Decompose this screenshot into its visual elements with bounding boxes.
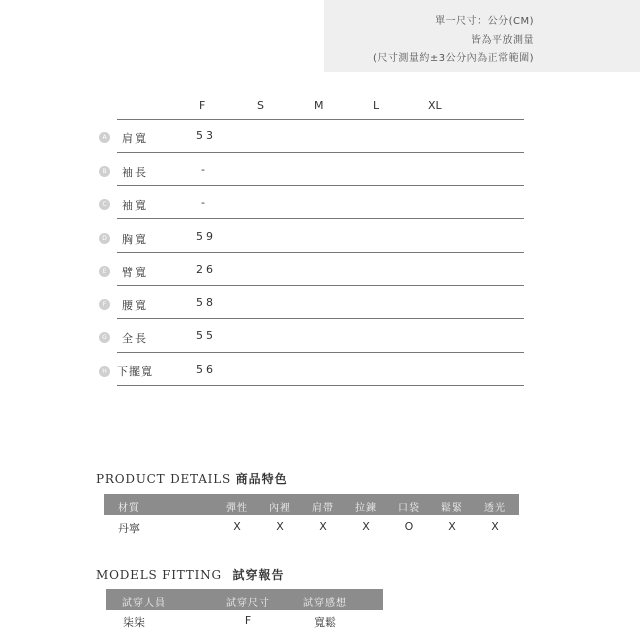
detail-value-straps: X: [319, 520, 327, 533]
row-badge: D: [99, 233, 110, 244]
detail-header-zipper: 拉鍊: [355, 503, 377, 514]
models-fitting-values-row: [106, 614, 383, 630]
detail-value-waistband: X: [448, 520, 456, 533]
detail-value-sheer: X: [491, 520, 499, 533]
row-badge: E: [99, 266, 110, 277]
fitting-header-size: 試穿尺寸: [226, 598, 270, 609]
models-fitting-header-bar: [106, 589, 383, 610]
row-value-f: 53: [196, 129, 216, 142]
detail-header-pockets: 口袋: [398, 503, 420, 514]
fitting-value-model: 柒柒: [123, 616, 145, 629]
product-details-title-zh: 商品特色: [235, 472, 288, 486]
detail-value-pockets: O: [404, 520, 414, 533]
row-label: 肩寬: [122, 132, 148, 145]
size-header-l: L: [373, 99, 380, 112]
measurement-note: [324, 0, 640, 72]
row-value-f: -: [201, 196, 208, 209]
table-divider: [117, 352, 524, 353]
row-badge: B: [99, 166, 110, 177]
row-label: 下擺寬: [117, 365, 153, 378]
row-label: 腰寬: [122, 299, 148, 312]
size-header-f: F: [199, 99, 206, 112]
size-header-s: S: [257, 99, 264, 112]
models-fitting-title: [96, 566, 284, 583]
detail-header-waistband: 鬆緊: [441, 503, 463, 514]
fitting-header-model: 試穿人員: [122, 598, 166, 609]
row-badge: F: [99, 299, 110, 310]
fitting-value-feedback: 寬鬆: [314, 616, 336, 629]
row-value-f: 56: [196, 363, 216, 376]
size-header-m: M: [314, 99, 324, 112]
detail-value-material: 丹寧: [118, 522, 140, 535]
row-badge: A: [99, 132, 110, 143]
product-details-values-row: [104, 520, 519, 536]
row-label: 胸寬: [122, 233, 148, 246]
row-value-f: 55: [196, 329, 216, 342]
detail-header-material: 材質: [118, 503, 140, 514]
table-divider: [117, 119, 524, 120]
note-unit: 單一尺寸：公分(CM): [435, 16, 534, 27]
product-details-title: [96, 470, 288, 487]
row-label: 臂寬: [122, 266, 148, 279]
fitting-header-feedback: 試穿感想: [303, 598, 347, 609]
table-divider: [117, 385, 524, 386]
models-fitting-title-zh: 試穿報告: [232, 568, 285, 582]
models-fitting-title-en: MODELS FITTING: [96, 568, 222, 582]
row-badge: H: [99, 366, 110, 377]
table-divider: [117, 318, 524, 319]
note-tolerance: (尺寸測量約±3公分內為正常範圍): [372, 53, 534, 64]
row-value-f: 26: [196, 263, 216, 276]
table-divider: [117, 252, 524, 253]
row-label: 袖寬: [122, 199, 148, 212]
detail-value-lining: X: [276, 520, 284, 533]
row-value-f: 58: [196, 296, 216, 309]
note-method: 皆為平放測量: [471, 35, 534, 46]
table-divider: [117, 185, 524, 186]
row-badge: G: [99, 332, 110, 343]
detail-header-sheer: 透光: [484, 503, 506, 514]
size-header-xl: XL: [428, 99, 442, 112]
detail-header-lining: 內裡: [269, 503, 291, 514]
row-label: 全長: [122, 332, 148, 345]
detail-value-zipper: X: [362, 520, 370, 533]
table-divider: [117, 152, 524, 153]
detail-header-straps: 肩帶: [312, 503, 334, 514]
detail-header-elasticity: 彈性: [226, 503, 248, 514]
row-value-f: 59: [196, 230, 216, 243]
row-badge: C: [99, 199, 110, 210]
table-divider: [117, 218, 524, 219]
detail-value-elasticity: X: [233, 520, 241, 533]
table-divider: [117, 285, 524, 286]
product-details-title-en: PRODUCT DETAILS: [96, 472, 232, 486]
row-value-f: -: [201, 163, 208, 176]
product-details-header-bar: [104, 494, 519, 515]
fitting-value-size: F: [244, 614, 252, 627]
row-label: 袖長: [122, 166, 148, 179]
